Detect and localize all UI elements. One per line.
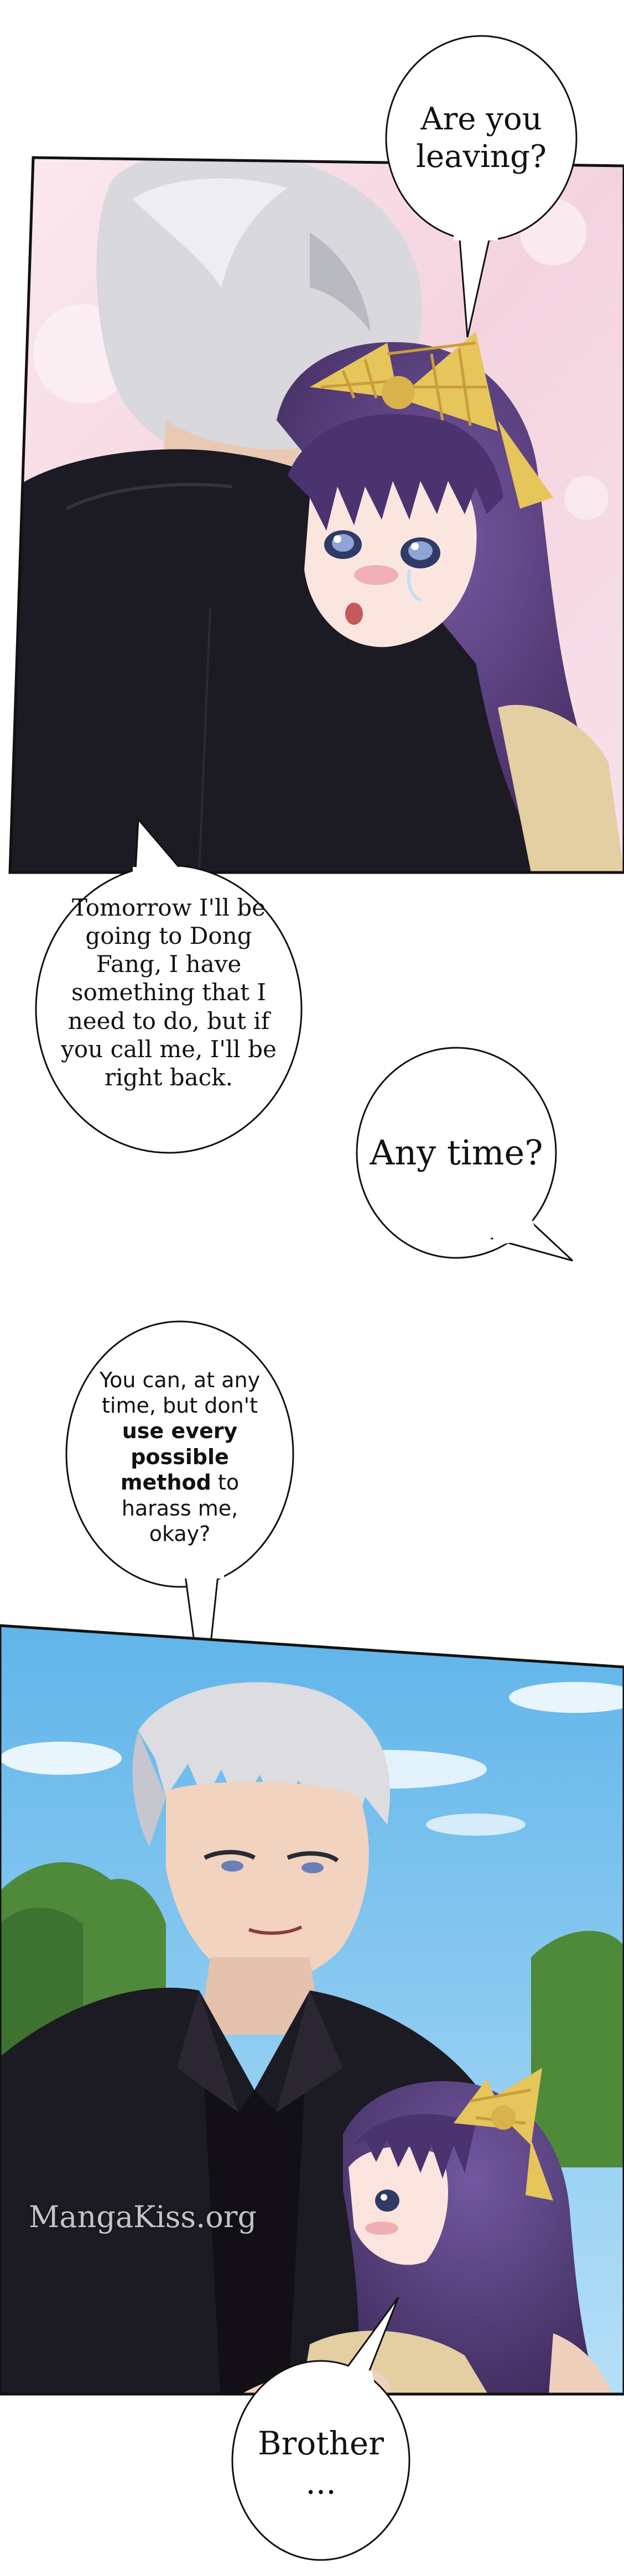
bubble-text-leaving: Are you leaving? bbox=[416, 101, 547, 175]
bubble-text-tomorrow: Tomorrow I'll be going to Dong Fang, I have something that I need to do, but if you call me, I'll be right back. bbox=[61, 893, 277, 1091]
panel-outdoor-scene bbox=[0, 1614, 624, 2411]
watermark: MangaKiss.org bbox=[29, 2199, 257, 2234]
bubble-text-youcan bbox=[91, 1344, 268, 1570]
bubble-text-anytime: Any time? bbox=[370, 1132, 543, 1173]
youcan-text-bold: use every possible method bbox=[120, 1419, 238, 1495]
bubble-text-brother: Brother ... bbox=[258, 2425, 384, 2501]
youcan-text-post: to harass me, okay? bbox=[121, 1470, 240, 1546]
youcan-text-pre: You can, at any time, but don't bbox=[99, 1367, 261, 1418]
